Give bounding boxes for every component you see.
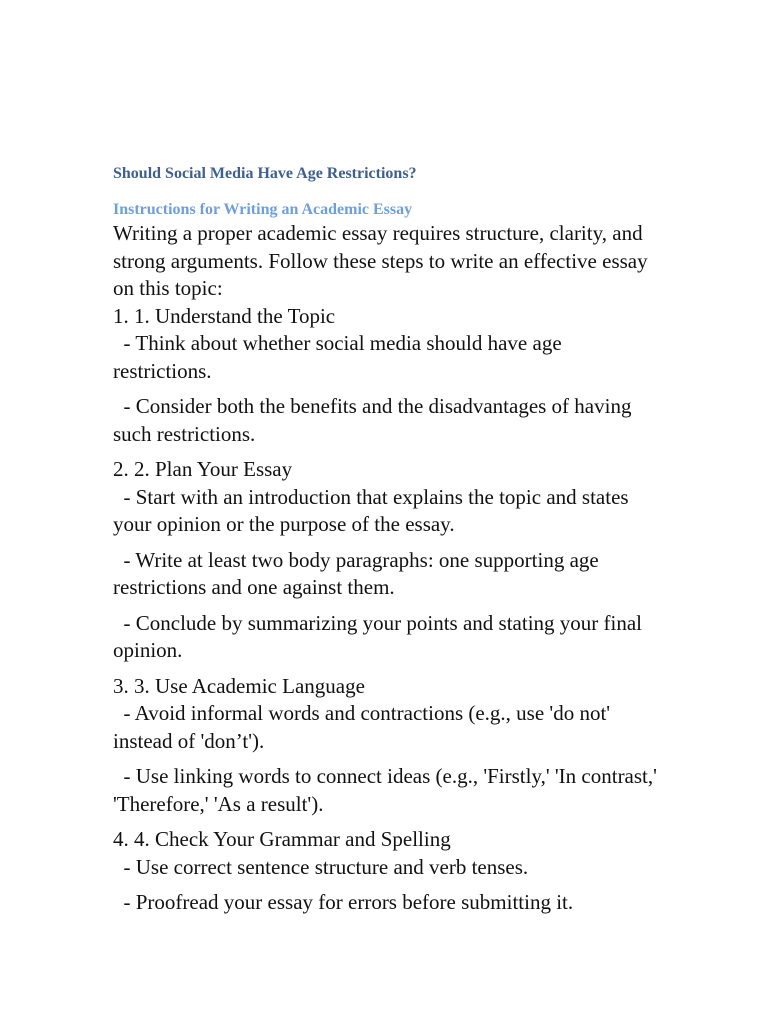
bullet-item: - Start with an introduction that explains the topic and states your opinion or the purpose of the essay. — [113, 484, 629, 536]
document-subtitle: Instructions for Writing an Academic Essay — [113, 201, 413, 218]
section-plan-essay — [113, 456, 658, 665]
bullet-item: - Conclude by summarizing your points and stating your final opinion. — [113, 610, 642, 662]
document-page — [113, 163, 658, 925]
document-body — [113, 220, 658, 917]
bullet-item: - Consider both the benefits and the disadvantages of having such restrictions. — [113, 394, 632, 446]
section-understand-topic — [113, 303, 658, 449]
document-title: Should Social Media Have Age Restrictions? — [113, 165, 417, 182]
bullet-item: - Use correct sentence structure and verb tenses. — [113, 854, 529, 879]
bullet-item: - Proofread your essay for errors before submitting it. — [113, 890, 574, 914]
section-academic-language — [113, 673, 658, 819]
bullet-item: - Think about whether social media should have age restrictions. — [113, 331, 562, 383]
section-heading: 1. 1. Understand the Topic — [113, 303, 336, 328]
bullet-item: - Write at least two body paragraphs: one supporting age restrictions and one against them. — [113, 547, 599, 599]
bullet-item: - Use linking words to connect ideas (e.g., 'Firstly,' 'In contrast,' 'Therefore,' 'As a result'). — [113, 764, 657, 816]
section-heading: 3. 3. Use Academic Language — [113, 673, 365, 698]
section-heading: 4. 4. Check Your Grammar and Spelling — [113, 827, 451, 851]
intro-paragraph: Writing a proper academic essay requires structure, clarity, and strong arguments. Follow these steps to write an effective essay on this topic: — [113, 221, 648, 300]
section-grammar-spelling — [113, 826, 658, 917]
bullet-item: - Avoid informal words and contractions (e.g., use 'do not' instead of 'don’t'). — [113, 701, 611, 753]
section-heading: 2. 2. Plan Your Essay — [113, 457, 293, 481]
